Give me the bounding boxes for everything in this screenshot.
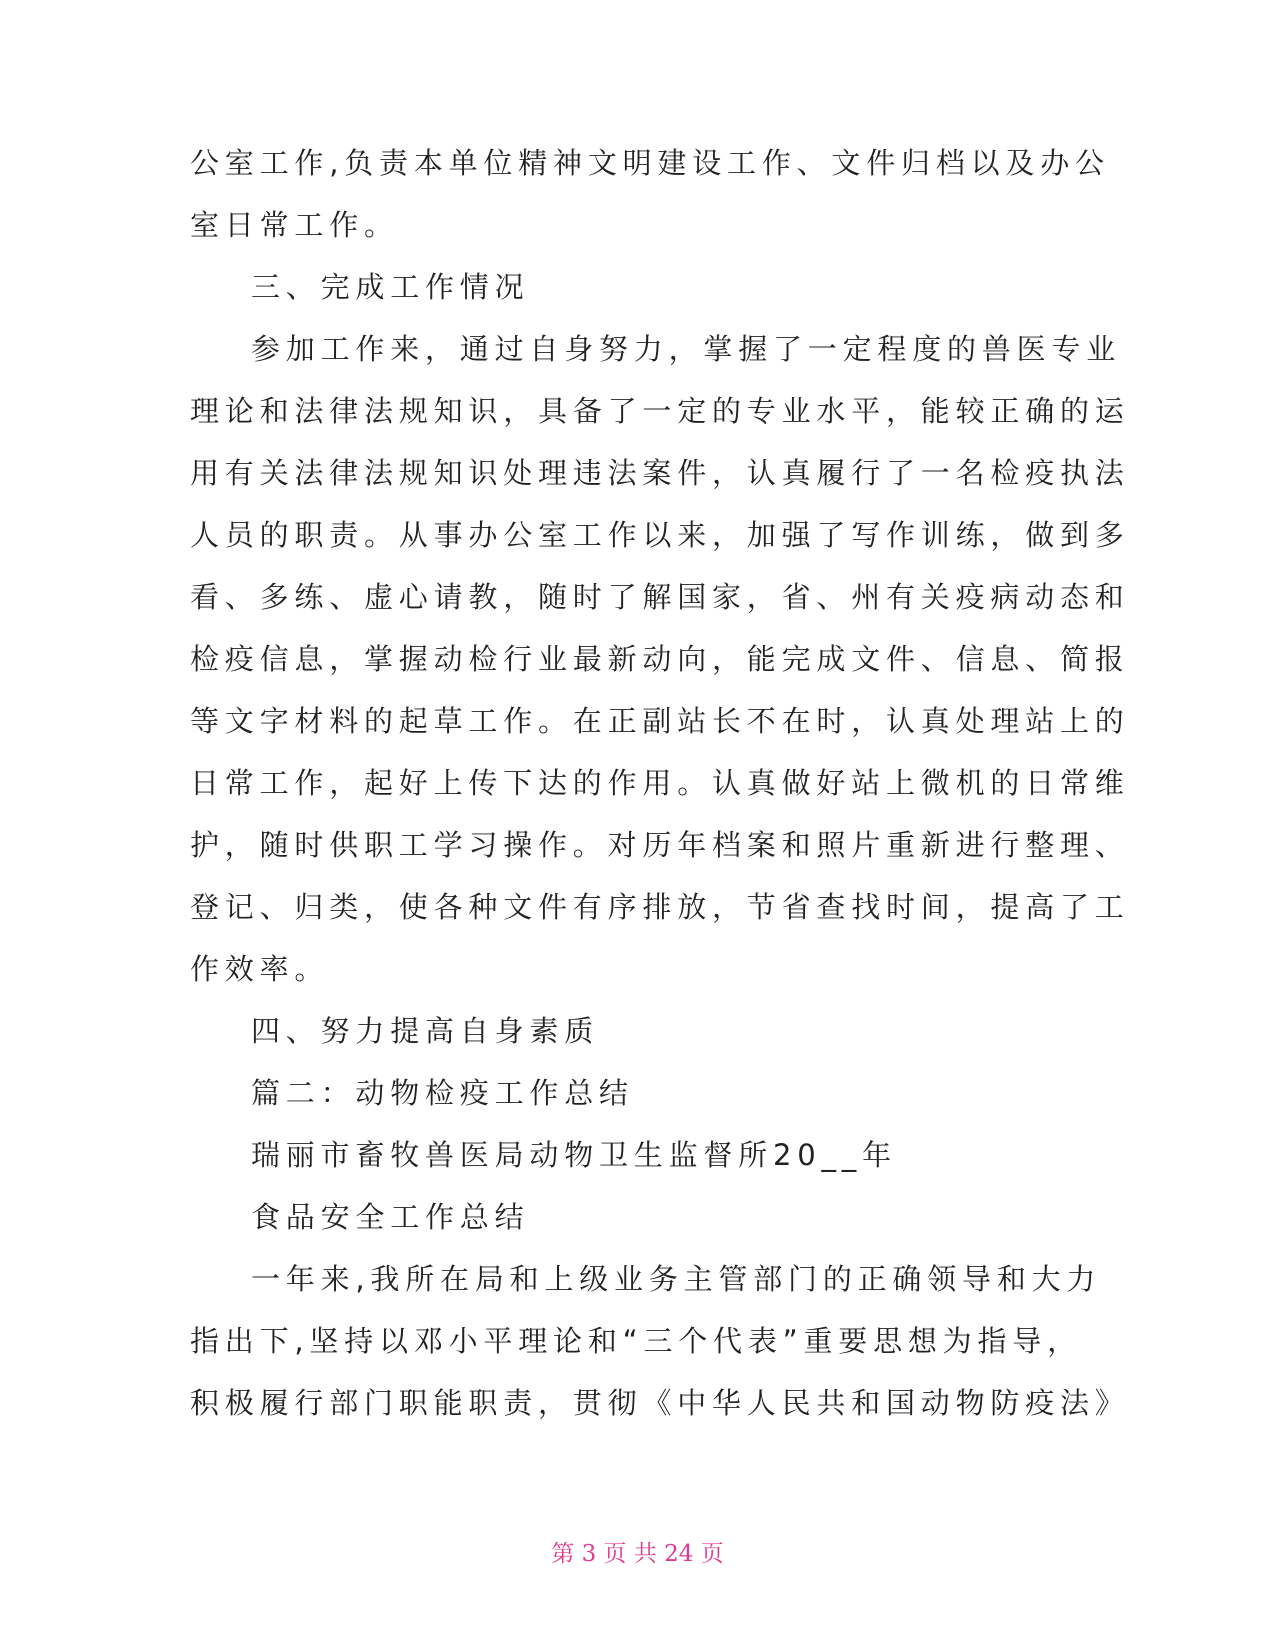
text-line-11: 日常工作，起好上传下达的作用。认真做好站上微机的日常维	[190, 766, 1130, 800]
text-line-13: 登记、归类，使各种文件有序排放，节省查找时间，提高了工	[190, 890, 1130, 924]
text-line-21: 积极履行部门职能职责，贯彻《中华人民共和国动物防疫法》	[190, 1386, 1130, 1420]
text-line-2: 室日常工作。	[190, 208, 399, 242]
page-number-label: 第 3 页 共 24 页	[551, 1541, 724, 1567]
text-line-7: 人员的职责。从事办公室工作以来，加强了写作训练，做到多	[190, 518, 1130, 552]
report-title-line-2: 食品安全工作总结	[251, 1200, 530, 1234]
text-line-4: 参加工作来，通过自身努力，掌握了一定程度的兽医专业	[251, 332, 1122, 366]
text-line-14: 作效率。	[190, 952, 330, 986]
section-heading-4: 四、努力提高自身素质	[251, 1014, 600, 1048]
text-line-20: 指出下,坚持以邓小平理论和“三个代表”重要思想为指导，	[190, 1324, 1082, 1358]
report-title-line-1: 瑞丽市畜牧兽医局动物卫生监督所20__年	[251, 1138, 897, 1172]
text-line-5: 理论和法律法规知识，具备了一定的专业水平，能较正确的运	[190, 394, 1130, 428]
text-line-19: 一年来,我所在局和上级业务主管部门的正确领导和大力	[251, 1262, 1102, 1296]
article-title: 篇二：动物检疫工作总结	[251, 1076, 634, 1110]
text-line-6: 用有关法律法规知识处理违法案件，认真履行了一名检疫执法	[190, 456, 1130, 490]
text-line-12: 护，随时供职工学习操作。对历年档案和照片重新进行整理、	[190, 828, 1130, 862]
text-line-9: 检疫信息，掌握动检行业最新动向，能完成文件、信息、简报	[190, 642, 1130, 676]
text-line-10: 等文字材料的起草工作。在正副站长不在时，认真处理站上的	[190, 704, 1130, 738]
text-line-8: 看、多练、虚心请教，随时了解国家，省、州有关疫病动态和	[190, 580, 1130, 614]
text-line-1: 公室工作,负责本单位精神文明建设工作、文件归档以及办公	[190, 146, 1110, 180]
section-heading-3: 三、完成工作情况	[251, 270, 530, 304]
page-footer	[0, 1539, 1275, 1569]
